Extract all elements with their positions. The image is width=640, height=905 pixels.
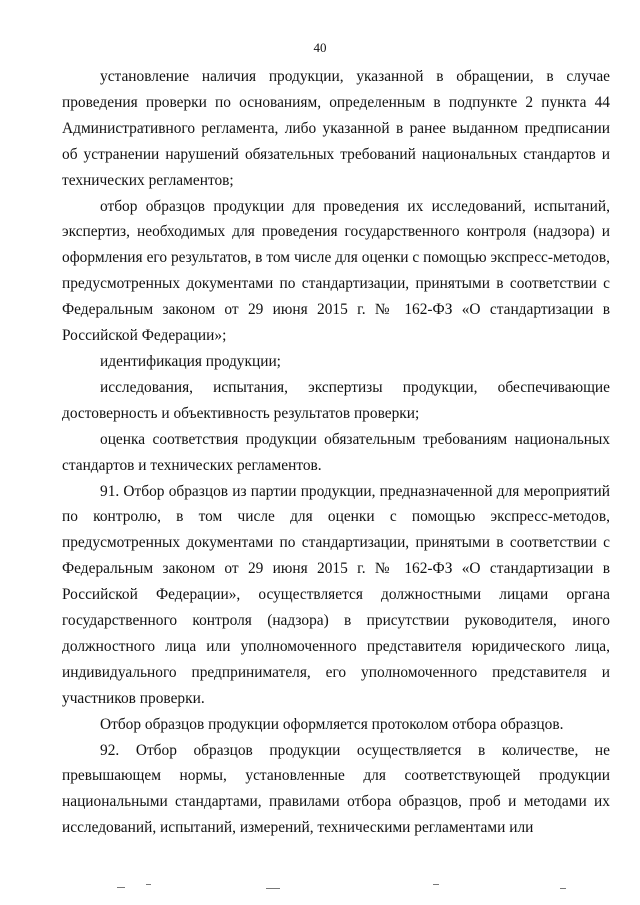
paragraph-8: 92. Отбор образцов продукции осуществляется в количестве, не превышающем нормы, установленные для соответствующей продукции национальными стандартами, правилами отбора образцов, проб и методами их исследований, испытаний, измерений, техническими регламентами или [62, 741, 610, 837]
scan-mark [560, 888, 566, 889]
paragraph-5: оценка соответствия продукции обязательным требованиям национальных стандартов и технических регламентов. [62, 430, 610, 474]
paragraph-3: идентификация продукции; [100, 352, 281, 370]
paragraph-7: Отбор образцов продукции оформляется протоколом отбора образцов. [100, 715, 564, 733]
scan-mark [266, 888, 280, 889]
document-body [62, 64, 610, 841]
scan-mark [146, 884, 151, 885]
paragraph-4: исследования, испытания, экспертизы продукции, обеспечивающие достоверность и объективность результатов проверки; [62, 378, 610, 422]
paragraph-6: 91. Отбор образцов из партии продукции, предназначенной для мероприятий по контролю, в том числе для оценки с помощью экспресс-методов, предусмотренных документами по стандартизации, принятыми в соответствии с Федеральным законом от 29 июня 2015 г. № 162-ФЗ «О стандартизации в Российской Федерации», осуществляется должностными лицами органа государственного контроля (надзора) в присутствии руководителя, иного должностного лица или уполномоченного представителя юридического лица, индивидуального предпринимателя, его уполномоченного представителя и участников проверки. [62, 482, 610, 707]
scan-mark [117, 887, 125, 888]
page-number: 40 [313, 40, 327, 55]
scan-artifacts [0, 880, 640, 900]
paragraph-1: установление наличия продукции, указанной в обращении, в случае проведения проверки по основаниям, определенным в подпункте 2 пункта 44 Административного регламента, либо указанной в ранее выданном предписании об устранении нарушений обязательных требований национальных стандартов и технических регламентов; [62, 68, 610, 189]
paragraph-2: отбор образцов продукции для проведения их исследований, испытаний, экспертиз, необходимых для проведения государственного контроля (надзора) и оформления его результатов, в том числе для оценки с помощью экспресс-методов, предусмотренных документами по стандартизации, принятыми в соответствии с Федеральным законом от 29 июня 2015 г. № 162-ФЗ «О стандартизации в Российской Федерации»; [62, 197, 610, 345]
scan-mark [433, 884, 439, 885]
